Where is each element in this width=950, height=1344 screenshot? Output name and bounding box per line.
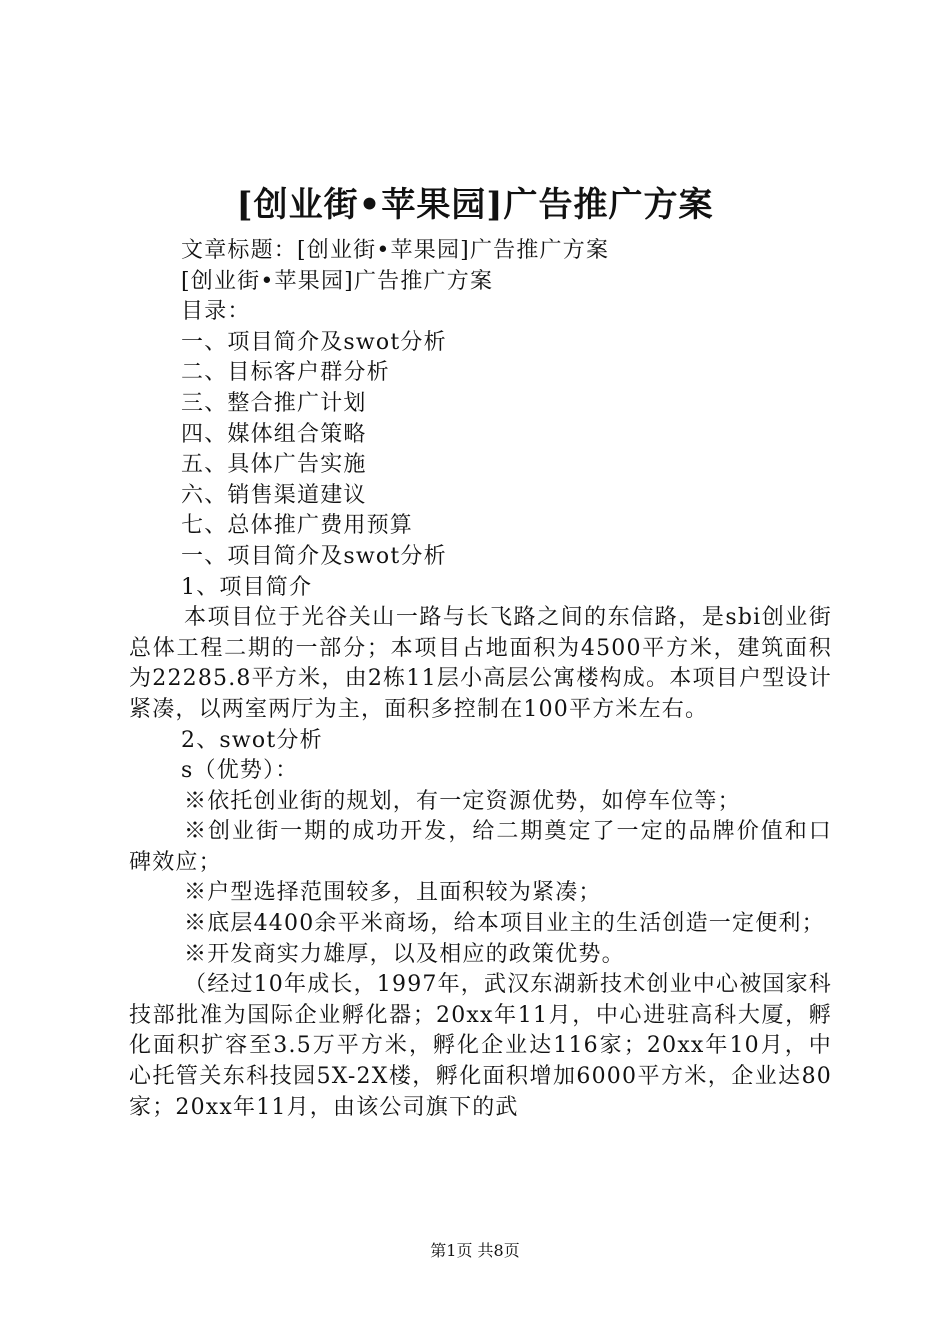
- toc-item: 一、项目简介及swot分析: [181, 329, 447, 355]
- strength-item: ※底层4400余平米商场，给本项目业主的生活创造一定便利；: [184, 911, 825, 937]
- toc-item: 七、总体推广费用预算: [181, 513, 414, 539]
- strength-item: ※户型选择范围较多，且面积较为紧凑；: [184, 880, 602, 906]
- strength-item: ※依托创业街的规划，有一定资源优势，如停车位等；: [184, 788, 741, 814]
- toc-item: 六、销售渠道建议: [181, 482, 367, 508]
- swot-heading: 2、swot分析: [181, 727, 323, 753]
- toc-heading: 目录：: [181, 299, 251, 325]
- section-heading: 一、项目简介及swot分析: [181, 543, 447, 569]
- strength-item: ※开发商实力雄厚，以及相应的政策优势。: [184, 941, 625, 967]
- toc-item: 四、媒体组合策略: [181, 421, 367, 447]
- toc-item: 五、具体广告实施: [181, 452, 367, 478]
- strength-heading: s（优势）：: [181, 758, 299, 784]
- page-footer: 第1页 共8页: [430, 1241, 520, 1260]
- document-body: [129, 236, 832, 1123]
- toc-item: 二、目标客户群分析: [181, 360, 390, 386]
- intro-paragraph: 本项目位于光谷关山一路与长飞路之间的东信路，是sbi创业街总体工程二期的一部分；本项目占地面积为4500平方米，建筑面积为22285.8平方米，由2栋11层小高层公寓楼构成。本项目户型设计紧凑，以两室两厅为主，面积多控制在100平方米左右。: [129, 605, 832, 722]
- subsection-heading: 1、项目简介: [181, 574, 313, 600]
- history-paragraph: （经过10年成长，1997年，武汉东湖新技术创业中心被国家科技部批准为国际企业孵化器；20xx年11月，中心进驻高科大厦，孵化面积扩容至3.5万平方米，孵化企业达116家；20xx年10月，中心托管关东科技园5X-2X楼，孵化面积增加6000平方米，企业达80家；20xx年11月，由该公司旗下的武: [129, 972, 832, 1120]
- subtitle-line: [创业街•苹果园]广告推广方案: [181, 268, 494, 294]
- document-title: [创业街•苹果园]广告推广方案: [236, 185, 714, 225]
- toc-item: 三、整合推广计划: [181, 390, 367, 416]
- strength-item: ※创业街一期的成功开发，给二期奠定了一定的品牌价值和口碑效应；: [129, 819, 832, 875]
- article-title-line: 文章标题：[创业街•苹果园]广告推广方案: [181, 238, 610, 263]
